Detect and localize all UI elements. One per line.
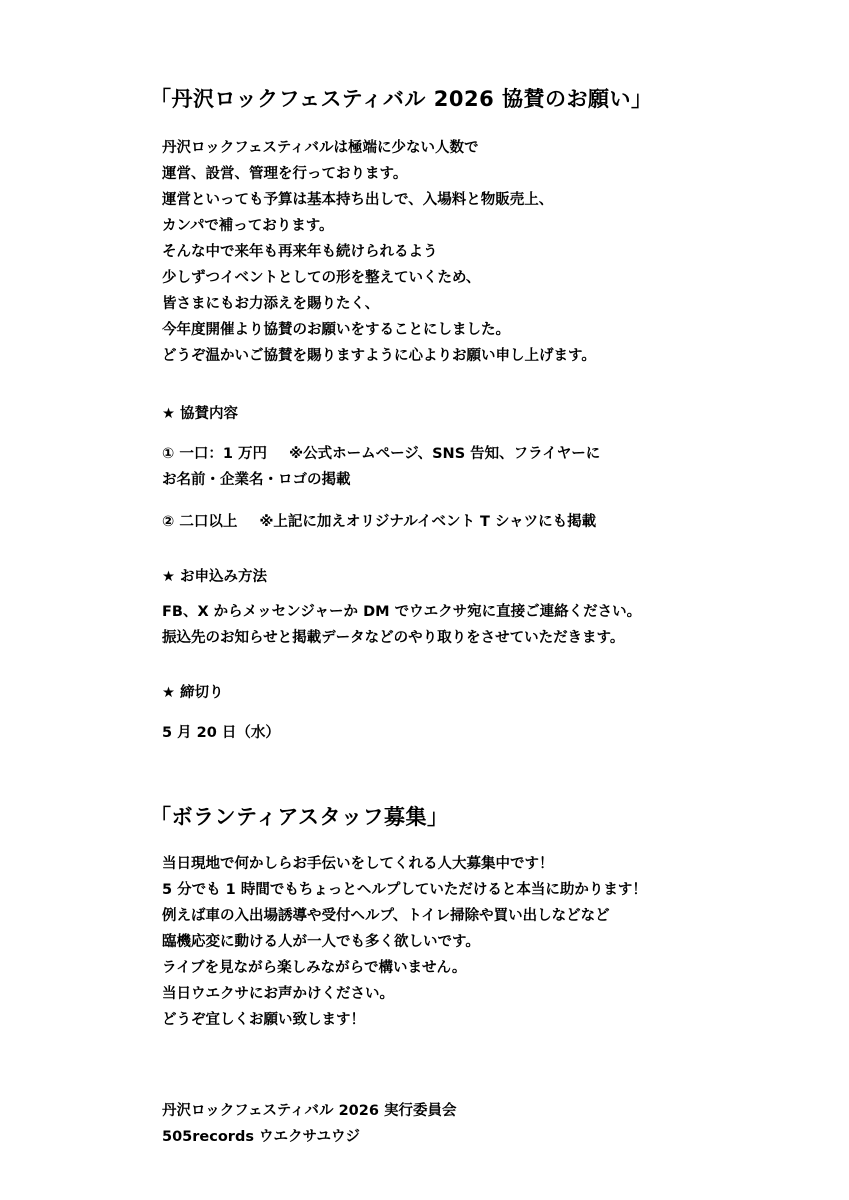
footer: [162, 1098, 457, 1150]
deadline-heading: ★ 締切り: [162, 685, 224, 701]
apply-line: 振込先のお知らせと掲載データなどのやり取りをさせていただきます。: [162, 630, 625, 646]
intro-line: 皆さまにもお力添えを賜りたく、: [162, 296, 380, 312]
plan-one-continuation: お名前・企業名・ロゴの掲載: [162, 472, 351, 488]
intro-line: 今年度開催より協賛のお願いをすることにしました。: [162, 322, 510, 338]
plan-two-note: ※上記に加えオリジナルイベント T シャツにも掲載: [259, 514, 597, 530]
apply-line: FB、X からメッセンジャーか DM でウエクサ宛に直接ご連絡ください。: [162, 604, 642, 620]
plan-one-label: ① 一口：1 万円: [162, 446, 267, 462]
plan-one-row: [162, 444, 600, 464]
deadline-value: 5 月 20 日（水）: [162, 725, 280, 741]
volunteer-line: どうぞ宜しくお願い致します！: [162, 1012, 365, 1028]
intro-line: カンパで補っております。: [162, 218, 334, 234]
volunteer-line: 5 分でも 1 時間でもちょっとヘルプしていただけると本当に助かります！: [162, 882, 647, 898]
plan-two-label: ② 二口以上: [162, 514, 238, 530]
intro-line: そんな中で来年も再来年も続けられるよう: [162, 244, 438, 260]
intro-line: 運営といっても予算は基本持ち出しで、入場料と物販売上、: [162, 192, 554, 208]
content-heading: ★ 協賛内容: [162, 406, 239, 422]
intro-line: どうぞ温かいご協賛を賜りますように心よりお願い申し上げます。: [162, 348, 596, 364]
volunteer-title: 「ボランティアスタッフ募集」: [150, 805, 449, 829]
intro-line: 丹沢ロックフェスティバルは極端に少ない人数で: [162, 140, 479, 156]
volunteer-line: 当日現地で何かしらお手伝いをしてくれる人大募集中です！: [162, 856, 554, 872]
intro-line: 運営、設営、管理を行っております。: [162, 166, 408, 182]
sponsor-intro: [162, 135, 596, 369]
volunteer-line: 当日ウエクサにお声かけください。: [162, 986, 394, 1002]
plan-two-row: [162, 512, 596, 532]
contact-name: 505records ウエクサユウジ: [162, 1129, 360, 1145]
organizer-name: 丹沢ロックフェスティバル 2026 実行委員会: [162, 1103, 457, 1119]
volunteer-text: [162, 851, 647, 1033]
volunteer-line: 臨機応変に動ける人が一人でも多く欲しいです。: [162, 934, 480, 950]
apply-text: [162, 599, 641, 651]
volunteer-line: ライブを見ながら楽しみながらで構いません。: [162, 960, 467, 976]
sponsor-title: 「丹沢ロックフェスティバル 2026 協賛のお願い」: [150, 87, 653, 111]
intro-line: 少しずつイベントとしての形を整えていくため、: [162, 270, 481, 286]
apply-heading: ★ お申込み方法: [162, 569, 268, 585]
volunteer-line: 例えば車の入出場誘導や受付ヘルプ、トイレ掃除や買い出しなどなど: [162, 908, 610, 924]
plan-one-note: ※公式ホームページ、SNS 告知、フライヤーに: [288, 446, 601, 462]
